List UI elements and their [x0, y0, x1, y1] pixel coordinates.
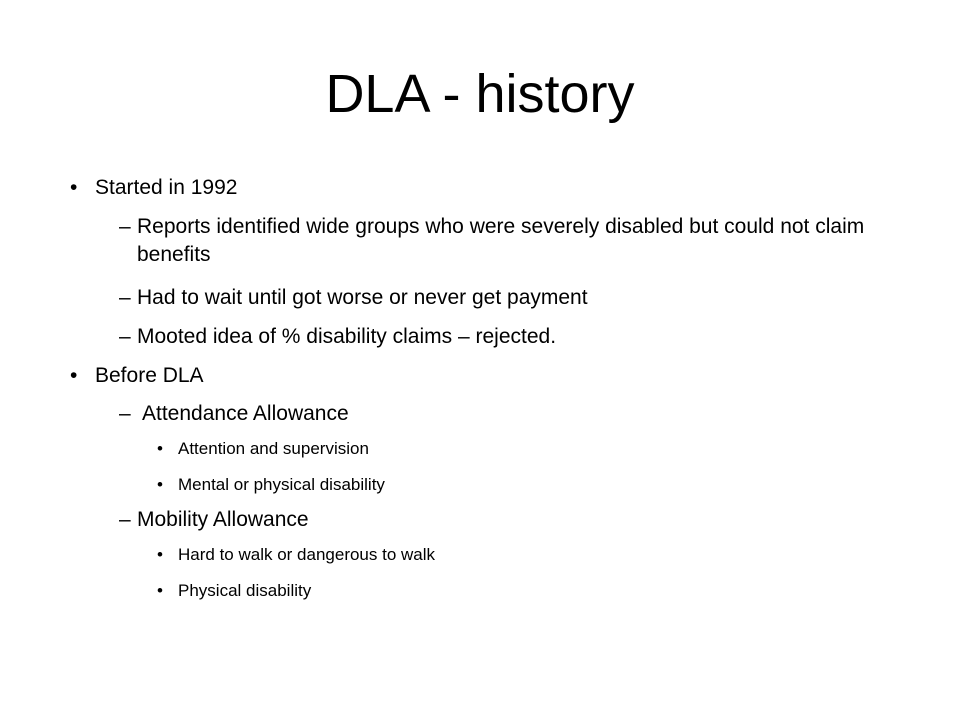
bullet-text: Before DLA	[95, 364, 204, 387]
sub-bullet-reports	[70, 213, 890, 269]
bullet-marker: •	[70, 176, 78, 199]
bullet-before-dla	[70, 362, 890, 390]
item-hard-to-walk	[70, 544, 890, 566]
dash-marker: –	[119, 286, 131, 309]
item-physical-disability	[70, 580, 890, 602]
sub-bullet-mooted	[70, 323, 890, 351]
bullet-started-1992	[70, 174, 890, 202]
item-text: Attention and supervision	[178, 439, 369, 458]
sub-bullet-text: Mobility Allowance	[137, 508, 309, 531]
dash-marker: –	[119, 402, 131, 425]
item-attention	[70, 438, 890, 460]
sub-bullet-mobility	[70, 506, 890, 534]
sub-bullet-wait	[70, 284, 890, 312]
dash-marker: –	[119, 325, 131, 348]
bullet-marker: •	[157, 439, 163, 458]
bullet-marker: •	[157, 545, 163, 564]
item-text: Hard to walk or dangerous to walk	[178, 545, 436, 564]
dash-marker: –	[119, 508, 131, 531]
bullet-marker: •	[157, 475, 163, 494]
sub-bullet-attendance	[70, 400, 890, 428]
item-text: Physical disability	[178, 581, 312, 600]
bullet-text: Started in 1992	[95, 176, 238, 199]
sub-bullet-text: Attendance Allowance	[142, 402, 349, 425]
sub-bullet-text: Mooted idea of % disability claims – rejected.	[137, 325, 557, 348]
item-mental-physical	[70, 474, 890, 496]
bullet-marker: •	[157, 581, 163, 600]
slide-title: DLA - history	[325, 64, 635, 124]
sub-bullet-text: Had to wait until got worse or never get payment	[137, 286, 588, 309]
sub-bullet-text: Reports identified wide groups who were severely disabled but could not claim benefits	[137, 215, 865, 266]
item-text: Mental or physical disability	[178, 475, 385, 494]
bullet-marker: •	[70, 364, 78, 387]
slide-body	[70, 174, 890, 602]
dash-marker: –	[119, 215, 131, 238]
